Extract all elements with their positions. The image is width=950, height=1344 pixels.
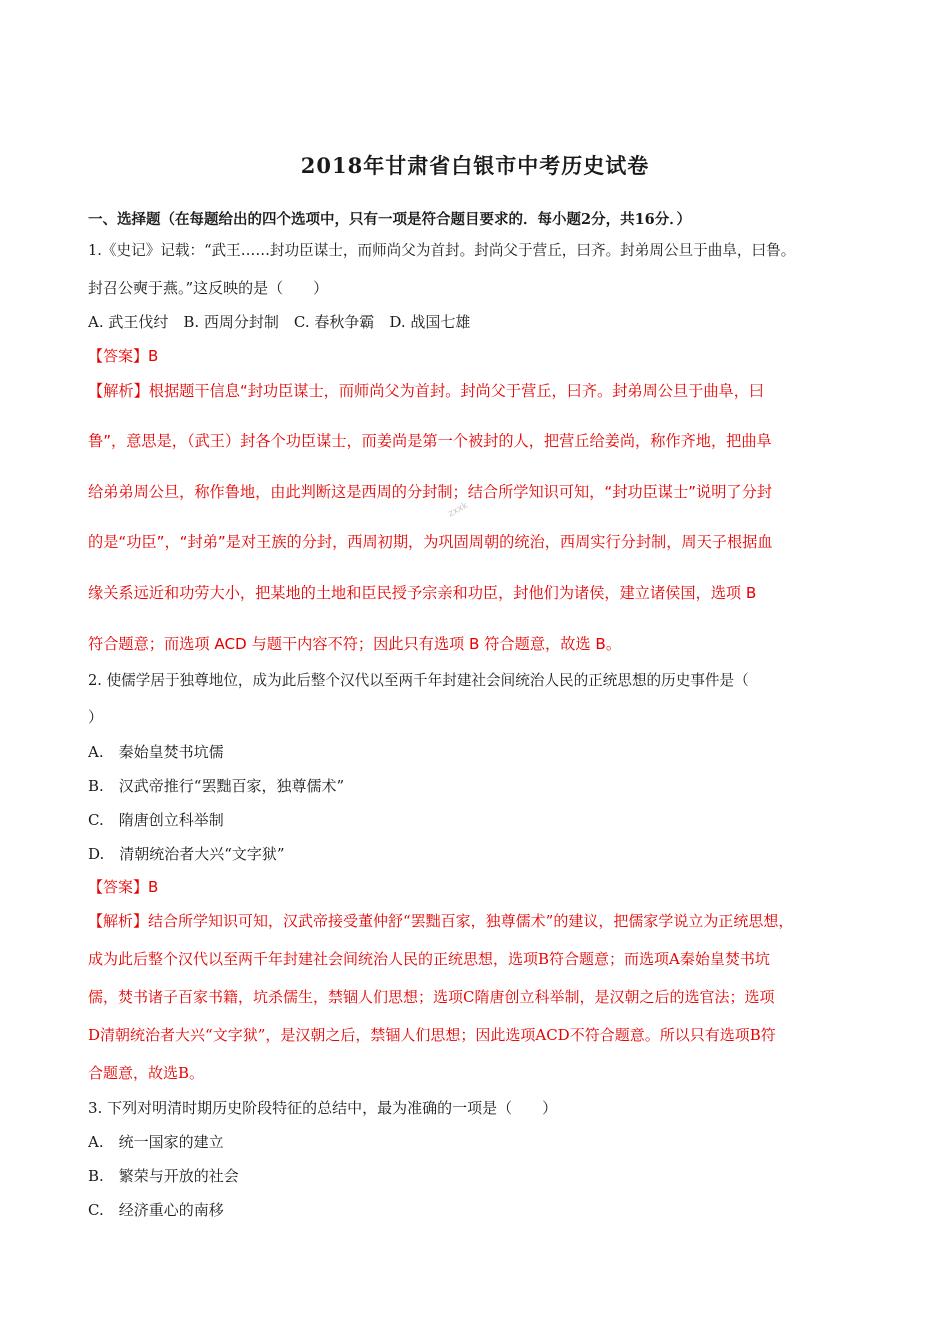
q1-analysis-line: 缘关系远近和功劳大小，把某地的土地和臣民授予宗亲和功臣，封他们为诸侯，建立诸侯国，选项 B	[88, 584, 757, 602]
q3-option: C. 经济重心的南移	[88, 1201, 224, 1219]
q3-option: B. 繁荣与开放的社会	[88, 1167, 239, 1185]
q2-analysis-line: 儒，焚书诸子百家书籍，坑杀儒生，禁锢人们思想；选项C隋唐创立科举制，是汉朝之后的选官法；选项	[88, 988, 775, 1006]
q1-analysis-line: 鲁”，意思是，（武王）封各个功臣谋士，而姜尚是第一个被封的人，把营丘给姜尚，称作齐地，把曲阜	[88, 432, 772, 450]
q2-analysis-line: 合题意，故选B。	[88, 1064, 205, 1082]
q2-option: A. 秦始皇焚书坑儒	[88, 743, 224, 761]
section-heading: 一、选择题（在每题给出的四个选项中，只有一项是符合题目要求的．每小题2分，共16分．）	[88, 211, 692, 228]
q1-analysis-line: 符合题意；而选项 ACD 与题干内容不符；因此只有选项 B 符合题意，故选 B。	[88, 635, 622, 653]
q3-stem: 3. 下列对明清时期历史阶段特征的总结中，最为准确的一项是（ ）	[88, 1099, 558, 1117]
q2-stem-line2: ）	[88, 708, 104, 726]
q1-options: A. 武王伐纣 B. 西周分封制 C. 春秋争霸 D. 战国七雄	[88, 313, 471, 331]
q1-stem-line2: 封召公奭于燕。”这反映的是（ ）	[88, 279, 329, 297]
q2-answer: 【答案】B	[88, 878, 159, 896]
q3-option: A. 统一国家的建立	[88, 1133, 224, 1151]
q1-answer: 【答案】B	[88, 347, 159, 365]
q2-stem-line1: 2. 使儒学居于独尊地位，成为此后整个汉代以至两千年封建社会间统治人民的正统思想的历史事件是（	[88, 672, 749, 689]
q1-analysis-line: 给弟弟周公旦，称作鲁地，由此判断这是西周的分封制；结合所学知识可知，“封功臣谋士”说明了分封	[88, 483, 772, 501]
watermark: zxxk	[446, 500, 470, 520]
q1-analysis-line: 【解析】根据题干信息“封功臣谋士，而师尚父为首封。封尚父于营丘，曰齐。封弟周公旦于曲阜，曰	[88, 382, 765, 400]
q1-analysis-line: 的是“功臣”，“封弟”是对王族的分封，西周初期，为巩固周朝的统治，西周实行分封制，周天子根据血	[88, 533, 773, 551]
q2-analysis-line: D清朝统治者大兴“文字狱”，是汉朝之后，禁锢人们思想；因此选项ACD不符合题意。所以只有选项B符	[88, 1026, 776, 1044]
q2-option: B. 汉武帝推行“罢黜百家，独尊儒术”	[88, 777, 345, 795]
q1-stem-line1: 1.《史记》记载：“武王……封功臣谋士，而师尚父为首封。封尚父于营丘，曰齐。封弟周公旦于曲阜，曰鲁。	[88, 242, 796, 259]
q2-analysis-line: 【解析】结合所学知识可知，汉武帝接受董仲舒“罢黜百家，独尊儒术”的建议，把儒家学说立为正统思想，	[88, 912, 794, 930]
q2-analysis-line: 成为此后整个汉代以至两千年封建社会间统治人民的正统思想，选项B符合题意；而选项A秦始皇焚书坑	[88, 950, 770, 968]
q2-option: C. 隋唐创立科举制	[88, 811, 224, 829]
page-title: 2018年甘肃省白银市中考历史试卷	[300, 153, 650, 178]
q2-option: D. 清朝统治者大兴“文字狱”	[88, 845, 285, 863]
